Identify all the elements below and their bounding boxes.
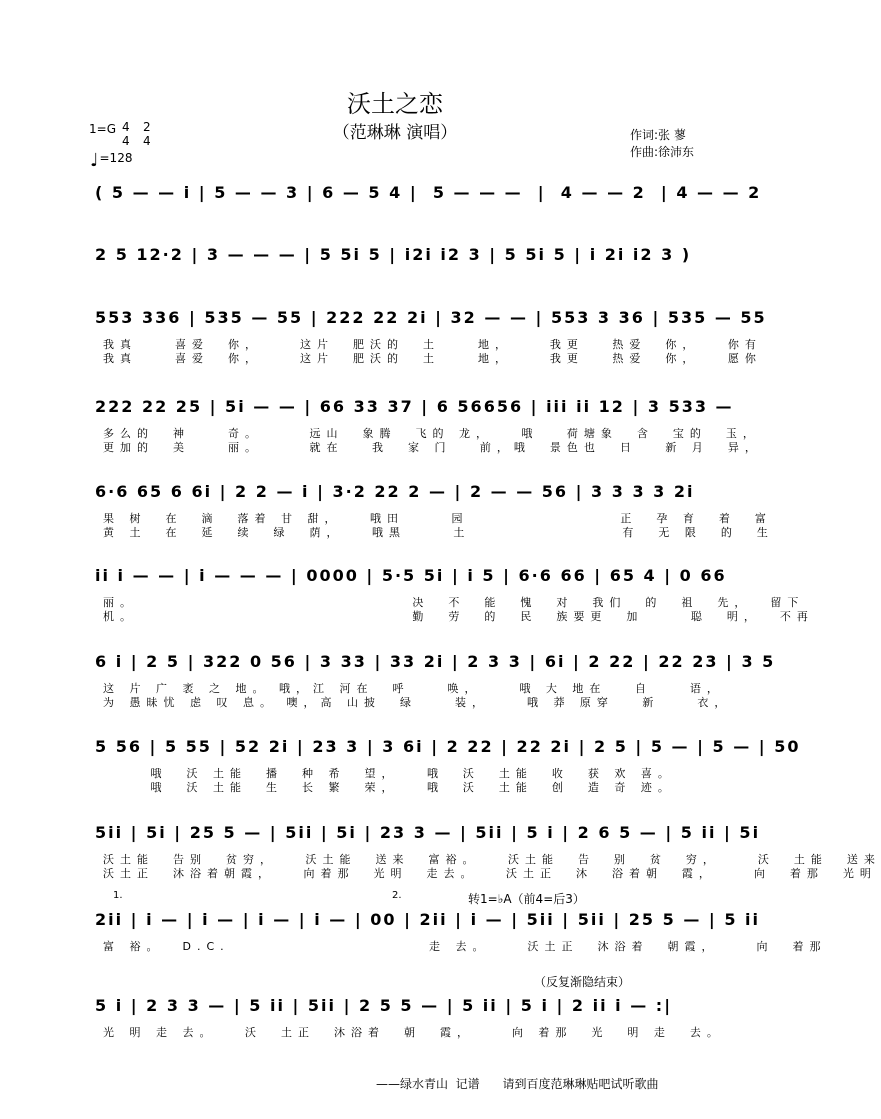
lyric-verse-1: 这 片 广 袤 之 地。 哦，江 河在 呼 唤， 哦 大 地在 自 语， [103, 682, 724, 695]
credits [630, 127, 694, 161]
lyric-verse-2: 哦 沃 土能 生 长 繁 荣， 哦 沃 土能 创 造 奇 迹。 [103, 781, 675, 794]
lyric-verse-1: 果 树 在 滴 落着 甘 甜， 哦田 园 正 孕 育 着 富 [103, 512, 772, 525]
score-row-1 [95, 183, 762, 223]
lyric-verse-1: 富 裕。 D.C. 走 去。 沃土正 沐浴着 朝霞， 向 着那 [103, 940, 827, 953]
notation-line: 6·6 65 6 6i | 2 2 — i | 3·2 22 2 — | 2 — — 56 | 3 3 3 3 2i [95, 482, 695, 501]
key-change-marking: 转1=♭A（前4=后3） [468, 892, 585, 906]
notation-line: 6 i | 2 5 | 322 0 56 | 3 33 | 33 2i | 2 3 3 | 6i | 2 22 | 22 23 | 3 5 [95, 652, 776, 671]
tempo-value: =128 [99, 151, 133, 165]
score-row-9 [95, 823, 881, 883]
lyricist: 作词:张 蓼 [630, 128, 686, 142]
lyric-verse-2: 沃土正 沐浴着朝霞， 向着那 光明 走去。 沃土正 沐 浴着朝 霞， 向 着那 光明 [103, 867, 877, 880]
notation-line: 5 56 | 5 55 | 52 2i | 23 3 | 3 6i | 2 22 | 22 2i | 2 5 | 5 — | 5 — | 50 [95, 737, 801, 756]
quarter-note-icon: ♩ [90, 150, 99, 171]
score-row-3 [95, 308, 767, 368]
meter-bottom: 4 [143, 134, 151, 148]
key-signature: 1=G [89, 122, 116, 136]
lyric-verse-1: 沃土能 告别 贫穷， 沃土能 送来 富裕。 沃土能 告 别 贫 穷， 沃 土能 送来 [103, 853, 881, 866]
time-signature-2 [143, 120, 151, 148]
score-row-6 [95, 566, 814, 626]
composer: 作曲:徐沛东 [630, 145, 695, 159]
tempo-marking [90, 150, 132, 171]
time-signature-1 [122, 120, 130, 148]
notation-line: 5ii | 5i | 25 5 — | 5ii | 5i | 23 3 — | 5ii | 5 i | 2 6 5 — | 5 ii | 5i [95, 823, 761, 842]
notation-line: 5 i | 2 3 3 — | 5 ii | 5ii | 2 5 5 — | 5 ii | 5 i | 2 ii i — :| [95, 996, 673, 1015]
lyric-verse-2: 我真 喜爱 你， 这片 肥沃的 土 地， 我更 热爱 你， 愿你 [103, 352, 762, 365]
transcriber-credit: ——绿水青山 记谱 请到百度范琳琳贴吧试听歌曲 [376, 1077, 659, 1091]
score-row-10 [95, 910, 827, 953]
score-row-11 [95, 996, 735, 1039]
meter-top: 4 [122, 120, 130, 134]
notation-line: 2ii | i — | i — | i — | i — | 00 | 2ii | i — | 5ii | 5ii | 25 5 — | 5 ii [95, 910, 760, 929]
lyric-verse-1: 光 明 走 去。 沃 土正 沐浴着 朝 霞， 向 着那 光 明 走 去。 [103, 1026, 724, 1039]
lyric-verse-2: 机。 勤 劳 的 民 族要更 加 聪 明， 不再 [103, 610, 814, 623]
score-row-2 [95, 245, 735, 285]
notation-line: ( 5 — — i | 5 — — 3 | 6 — 5 4 | 5 — — — | 4 — — 2 | 4 — — 2 [95, 183, 762, 202]
score-row-4 [95, 397, 762, 457]
score-row-8 [95, 737, 801, 797]
score-row-5 [95, 482, 774, 542]
lyric-verse-2: 黄 土 在 延 续 绿 荫， 哦黑 土 有 无 限 的 生 [103, 526, 774, 539]
volta-1: 1. [113, 890, 123, 901]
notation-line: 553 336 | 535 — 55 | 222 22 2i | 32 — — | 553 3 36 | 535 — 55 [95, 308, 767, 327]
notation-line: 222 22 25 | 5i — — | 66 33 37 | 6 56656 | iii ii 12 | 3 533 — [95, 397, 734, 416]
repeat-fade-note: （反复渐隐结束） [534, 975, 631, 989]
lyric-verse-2: 更加的 美 丽。 就在 我 家 门 前，哦 景色也 日 新 月 异， [103, 441, 762, 454]
song-title: 沃土之恋 [347, 90, 443, 118]
meter-bottom: 4 [122, 134, 130, 148]
lyric-verse-1: 我真 喜爱 你， 这片 肥沃的 土 地， 我更 热爱 你， 你有 [103, 338, 762, 351]
lyric-verse-1: 多么的 神 奇。 远山 象腾 飞的 龙， 哦 荷塘象 含 宝的 玉， [103, 427, 760, 440]
meter-top: 2 [143, 120, 151, 134]
notation-line: ii i — — | i — — — | 0000 | 5·5 5i | i 5 | 6·6 66 | 65 4 | 0 66 [95, 566, 727, 585]
lyric-verse-2: 为 愚昧忧 虑 叹 息。 噢，高 山披 绿 装， 哦 莽 原穿 新 衣， [103, 696, 732, 709]
score-row-7 [95, 652, 776, 712]
volta-2: 2. [392, 890, 402, 901]
notation-line: 2 5 12·2 | 3 — — — | 5 5i 5 | i2i i2 3 | 5 5i 5 | i 2i i2 3 ) [95, 245, 692, 264]
lyric-verse-1: 丽。 决 不 能 愧 对 我们 的 祖 先， 留下 [103, 596, 805, 609]
singer-line: （范琳琳 演唱） [332, 123, 458, 143]
lyric-verse-1: 哦 沃 土能 播 种 希 望， 哦 沃 土能 收 获 欢 喜。 [103, 767, 675, 780]
